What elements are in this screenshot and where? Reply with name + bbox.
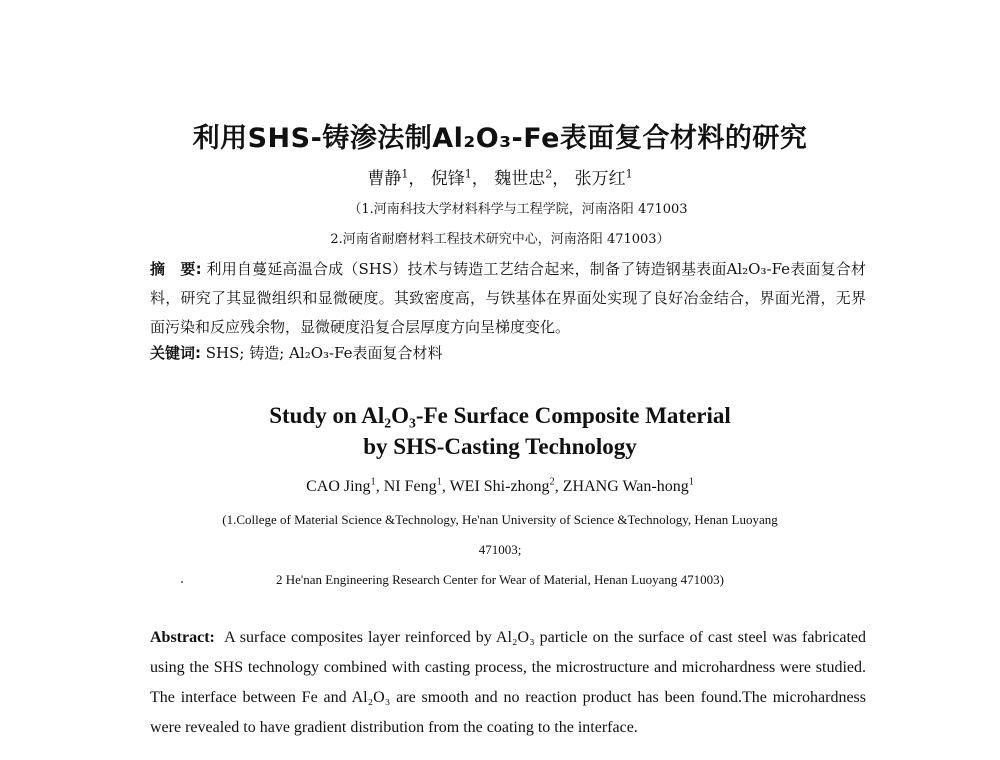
chinese-authors — [0, 164, 1000, 189]
english-title-line-1: Study on Al₂O₃-Fe Surface Composite Material — [269, 403, 731, 428]
english-affiliation-2: 2 He'nan Engineering Research Center for Wear of Material, Henan Luoyang 471003) — [276, 572, 724, 587]
author-separator: , — [441, 478, 450, 495]
author-affiliation-mark: 2 — [549, 476, 555, 488]
author-name: CAO Jing — [306, 478, 371, 495]
chinese-abstract — [150, 255, 866, 342]
author-name: 张万红 — [574, 169, 626, 189]
author-name: ZHANG Wan-hong — [562, 478, 689, 495]
english-abstract — [150, 623, 866, 743]
chinese-keywords-text: SHS; 铸造; Al₂O₃-Fe表面复合材料 — [205, 344, 443, 362]
author-name: WEI Shi-zhong — [449, 478, 550, 495]
author-name: 曹静 — [367, 169, 402, 189]
author-affiliation-mark: 1 — [401, 167, 409, 181]
english-affiliation-1: (1.College of Material Science &Technology, He'nan University of Science &Technology, Henan Luoyang — [222, 512, 778, 527]
author-name: 倪锋 — [430, 169, 465, 189]
author-separator: ， — [408, 169, 426, 189]
author-affiliation-mark: 1 — [436, 476, 442, 488]
author-separator: , — [375, 478, 384, 495]
author-affiliation-mark: 1 — [688, 476, 694, 488]
chinese-affiliation-1: （1.河南科技大学材料科学与工程学院，河南洛阳 471003 — [348, 202, 688, 217]
english-affiliation-1-continued: 471003; — [478, 542, 522, 557]
chinese-keywords — [150, 342, 866, 363]
chinese-keywords-label: 关键词: — [150, 344, 201, 362]
english-authors — [0, 478, 1000, 496]
english-abstract-label: Abstract: — [150, 629, 215, 646]
author-separator: ， — [471, 169, 489, 189]
author-name: NI Feng — [383, 478, 437, 495]
author-separator: ， — [552, 169, 570, 189]
chinese-title: 利用SHS-铸渗法制Al₂O₃-Fe表面复合材料的研究 — [192, 123, 808, 154]
english-title-line-2: by SHS-Casting Technology — [363, 434, 637, 459]
chinese-abstract-text: 利用自蔓延高温合成（SHS）技术与铸造工艺结合起来，制备了铸造钢基表面Al₂O₃-Fe表面复合材料，研究了其显微组织和显微硬度。其致密度高，与铁基体在界面处实现了良好冶金结合，界面光滑，无界面污染和反应残余物，显微硬度沿复合层厚度方向呈梯度变化。 — [150, 260, 866, 336]
author-name: 魏世忠 — [494, 169, 546, 189]
chinese-abstract-label: 摘 要: — [150, 260, 202, 278]
english-title — [0, 400, 1000, 462]
author-separator: , — [554, 478, 563, 495]
chinese-affiliation-2: 2.河南省耐磨材料工程技术研究中心，河南洛阳 471003） — [330, 232, 670, 247]
author-affiliation-mark: 1 — [464, 167, 472, 181]
author-affiliation-mark: 1 — [625, 167, 633, 181]
english-abstract-text: A surface composites layer reinforced by Al₂O₃ particle on the surface of cast steel was fabricated using the SHS technology combined with casting process, the microstructure and microhardness were studied. The interface between Fe and Al₂O₃ are smooth and no reaction product has been found.The microhardness were revealed to have gradient distribution from the coating to the interface. — [150, 629, 866, 736]
scan-speck — [181, 581, 183, 583]
author-affiliation-mark: 2 — [545, 167, 553, 181]
author-affiliation-mark: 1 — [370, 476, 376, 488]
